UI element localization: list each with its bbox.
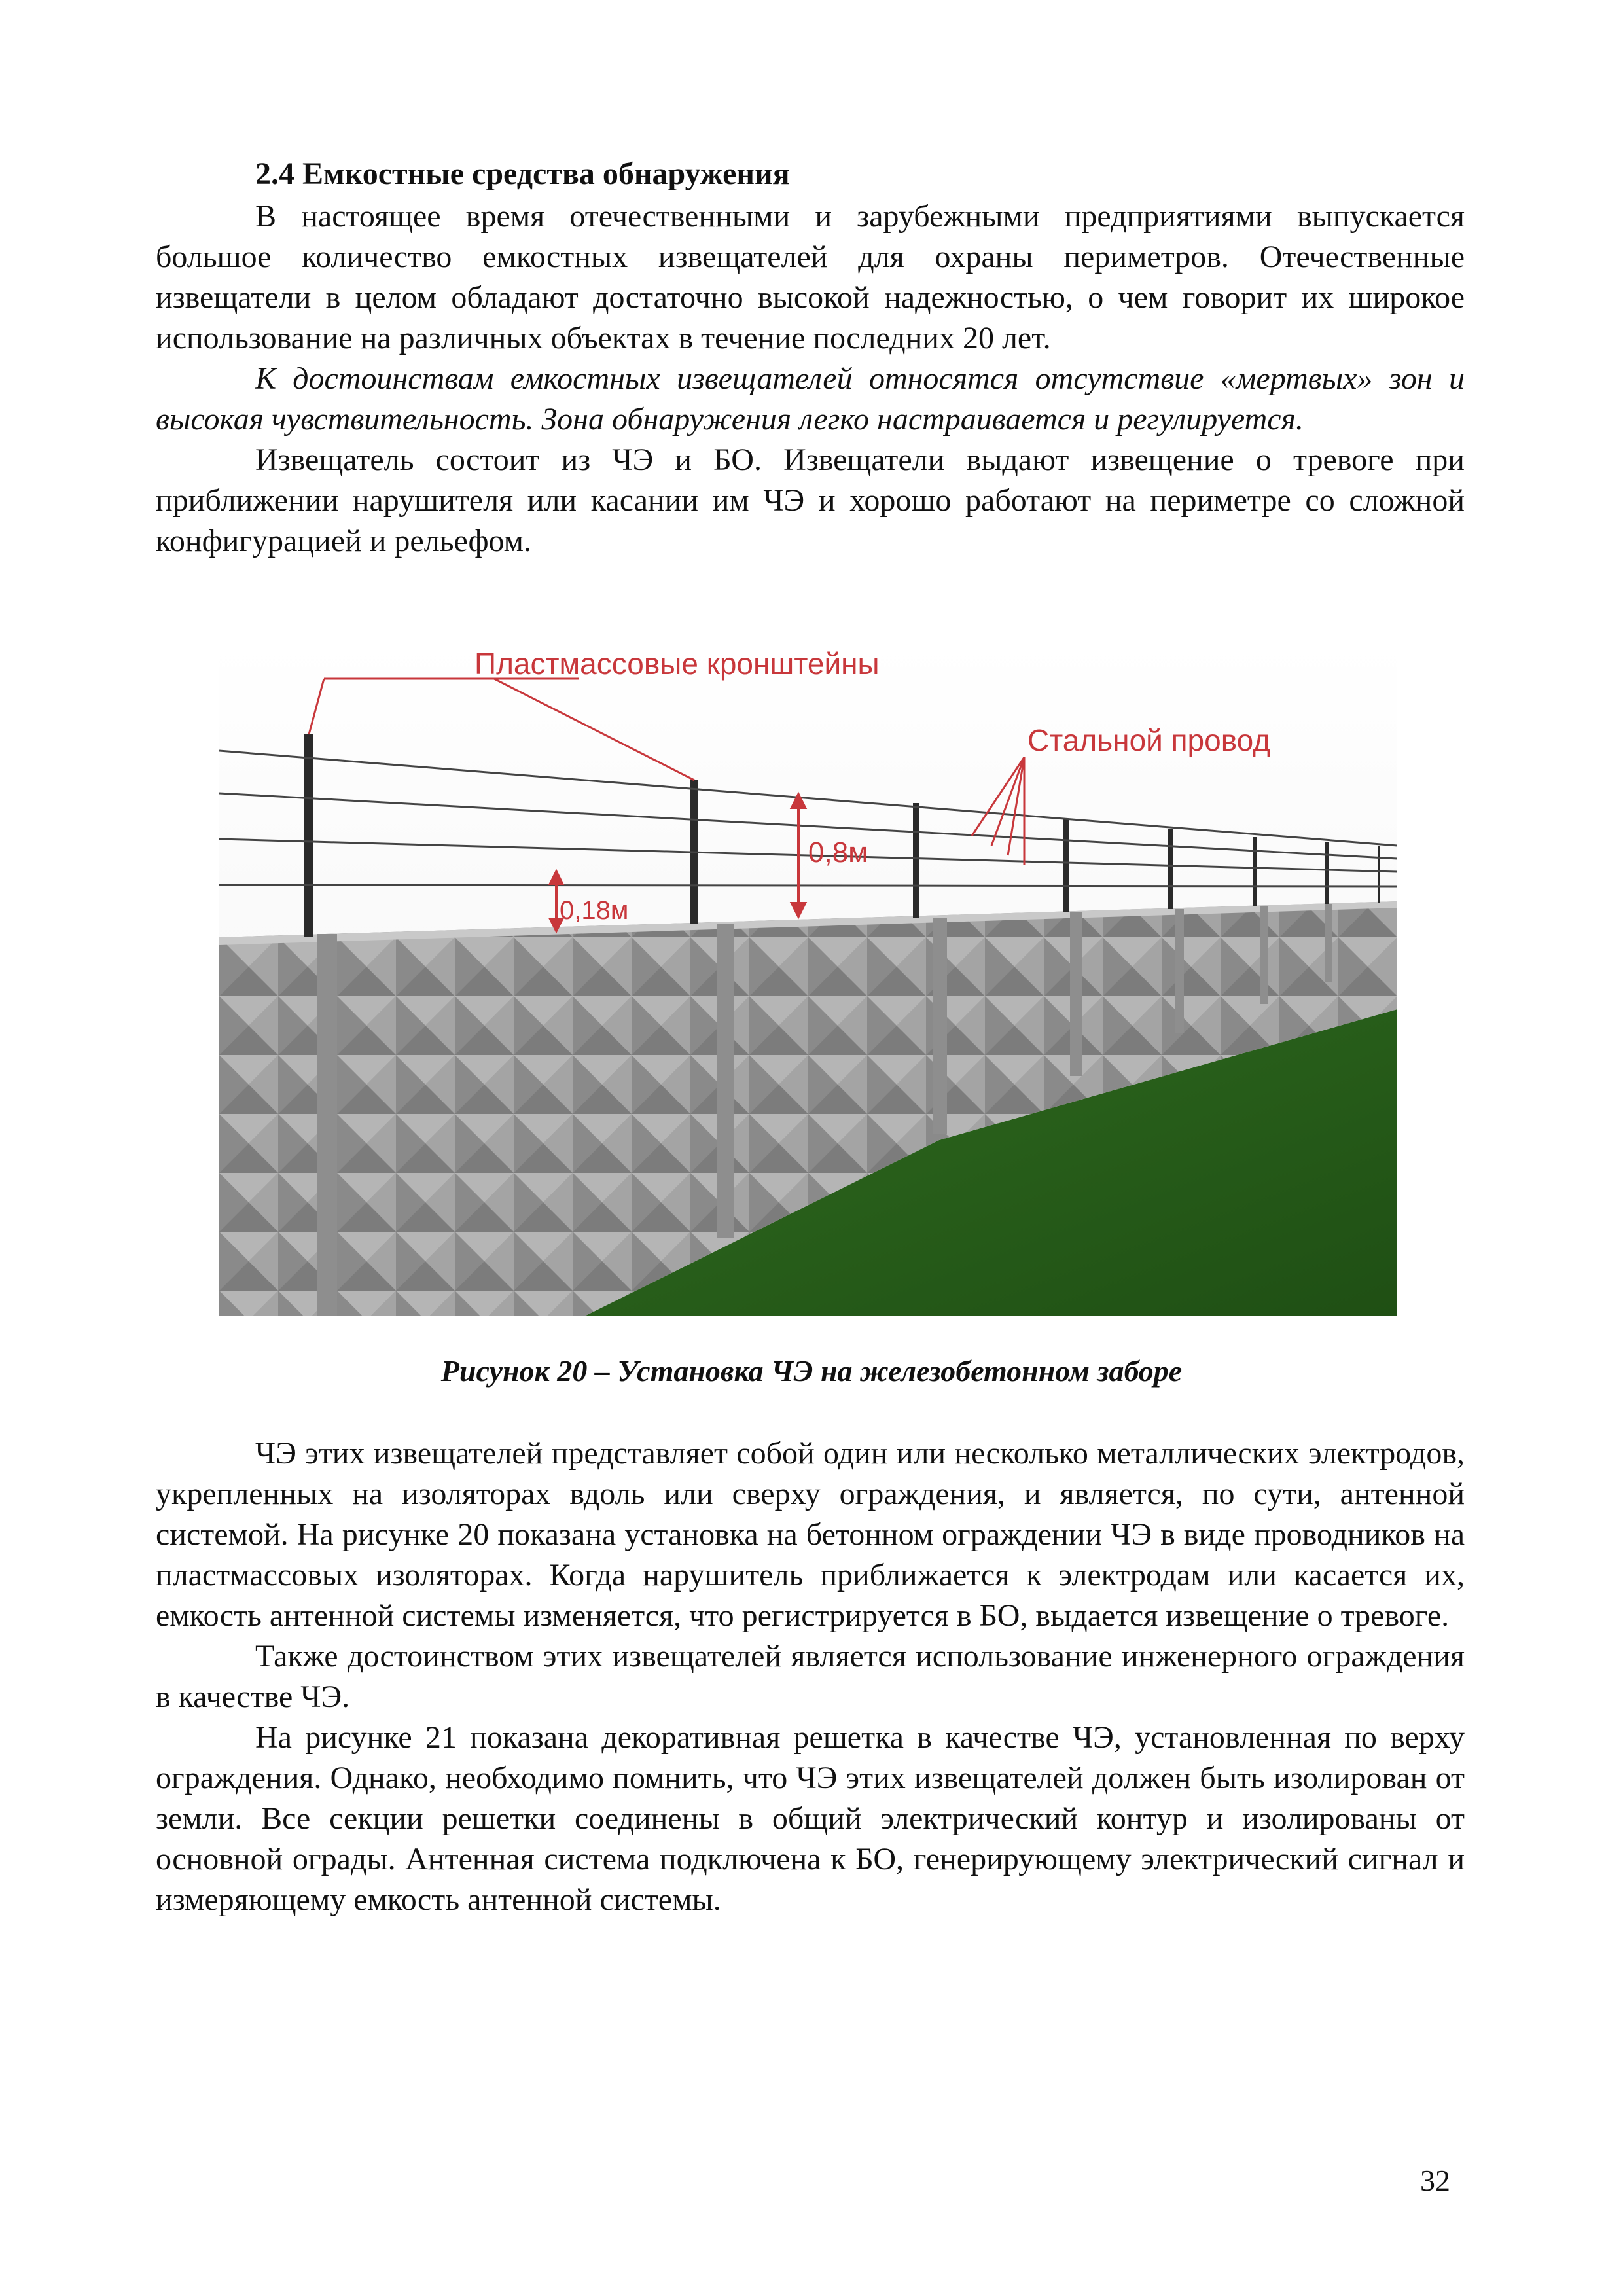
label-steel-wire: Стальной провод	[1027, 723, 1271, 757]
label-height-low: 0,18м	[560, 896, 629, 925]
paragraph-4: ЧЭ этих извещателей представляет собой один или несколько металлических электродов, укрепленных на изоляторах вдоль или сверху ограждения, и является, по сути, антенной системой. На рисунке 20 показана установка на бетонном ограждении ЧЭ в виде проводников на пластмассовых изоляторах. Когда нарушитель приближается к электродам или касается их, емкость антенной системы изменяется, что регистрируется в БО, выдается извещение о тревоге.	[156, 1436, 1465, 1633]
intro-text	[156, 196, 1465, 562]
section-heading: 2.4 Емкостные средства обнаружения	[255, 156, 790, 191]
body-text	[156, 1433, 1465, 1920]
paragraph-5: Также достоинством этих извещателей является использование инженерного ограждения в качестве ЧЭ.	[156, 1639, 1465, 1714]
paragraph-6: На рисунке 21 показана декоративная решетка в качестве ЧЭ, установленная по верху ограждения. Однако, необходимо помнить, что ЧЭ этих извещателей должен быть изолирован от земли. Все секции решетки соединены в общий электрический контур и изолированы от основной ограды. Антенная система подключена к БО, генерирующему электрический сигнал и измеряющему емкость антенной системы.	[156, 1720, 1465, 1917]
figure-caption: Рисунок 20 – Установка ЧЭ на железобетонном заборе	[440, 1354, 1183, 1388]
paragraph-1: В настоящее время отечественными и зарубежными предприятиями выпускается большое количество емкостных извещателей для охраны периметров. Отечественные извещатели в целом обладают достаточно высокой надежностью, о чем говорит их широкое использование на различных объектах в течение последних 20 лет.	[156, 199, 1465, 355]
fence-figure	[219, 643, 1397, 1316]
label-height-high: 0,8м	[808, 836, 868, 869]
page-number: 32	[1420, 2164, 1450, 2197]
paragraph-3: Извещатель состоит из ЧЭ и БО. Извещатели выдают извещение о тревоге при приближении нарушителя или касании им ЧЭ и хорошо работают на периметре со сложной конфигурацией и рельефом.	[156, 442, 1465, 558]
label-plastic-brackets: Пластмассовые кронштейны	[474, 647, 880, 681]
paragraph-2-advantages: К достоинствам емкостных извещателей относятся отсутствие «мертвых» зон и высокая чувствительность. Зона обнаружения легко настраивается и регулируется.	[156, 361, 1465, 437]
